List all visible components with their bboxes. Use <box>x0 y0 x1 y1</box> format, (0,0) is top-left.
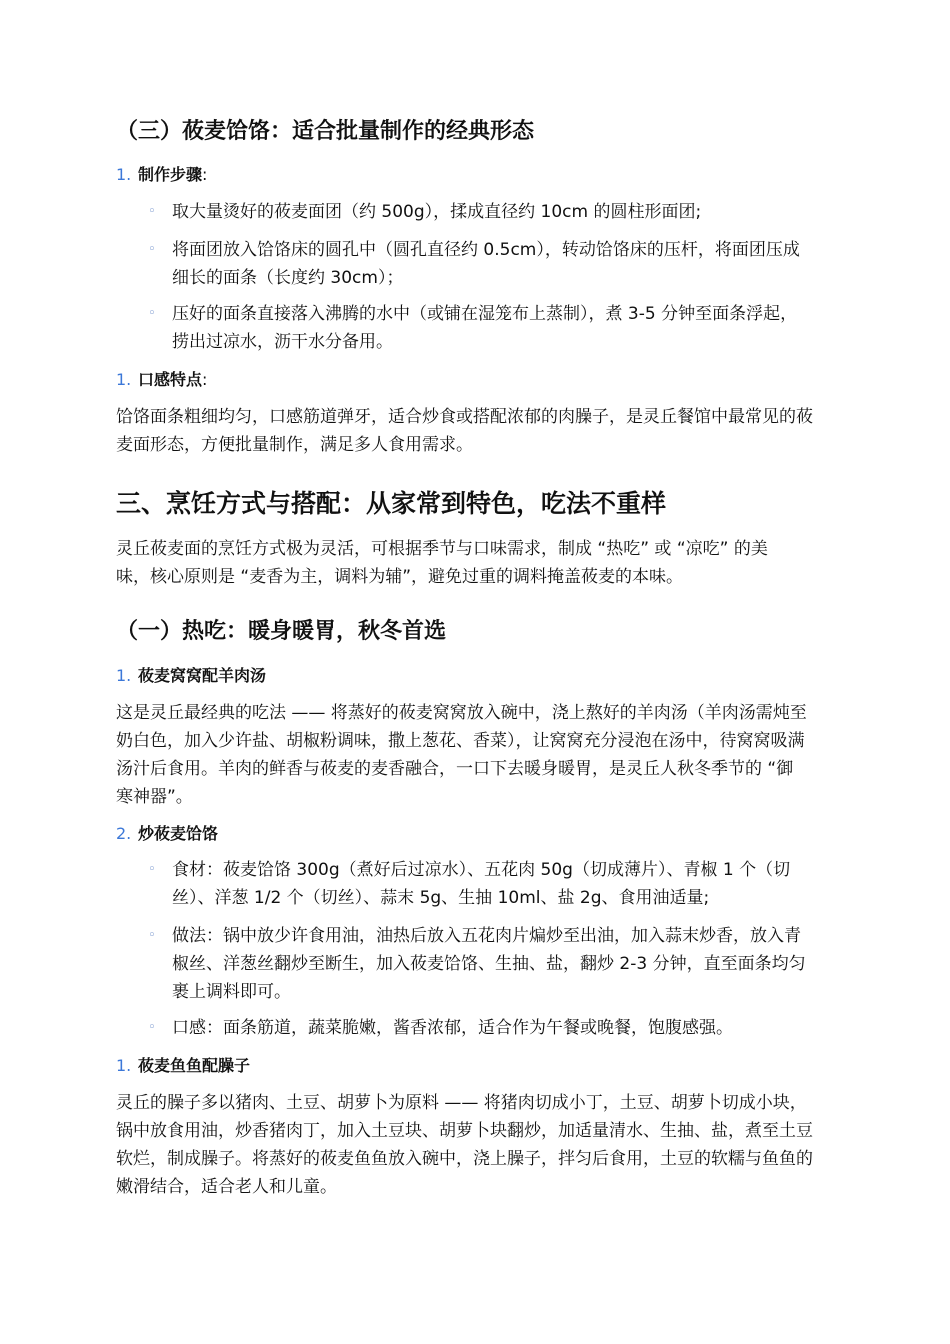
paragraph-line: 奶白色，加入少许盐、胡椒粉调味，撒上葱花、香菜），让窝窝充分浸泡在汤中，待窝窝吸满 <box>116 731 805 751</box>
list-item: 做法：锅中放少许食用油，油热后放入五花肉片煸炒至出油，加入蒜末炒香，放入青 <box>172 926 801 946</box>
list-item: 口感：面条筋道，蔬菜脆嫩，酱香浓郁，适合作为午餐或晚餐，饱腹感强。 <box>172 1018 733 1038</box>
list-label-yuyu-saozi: 莜麦鱼鱼配臊子 <box>138 1056 251 1075</box>
section-heading-cooking: 三、烹饪方式与搭配：从家常到特色，吃法不重样 <box>116 489 667 518</box>
list-item-cont: 细长的面条（长度约 30cm）； <box>172 268 404 288</box>
list-number: 1. <box>116 666 132 685</box>
list-item: 取大量烫好的莜麦面团（约 500g），揉成直径约 10cm 的圆柱形面团; <box>172 202 702 222</box>
paragraph-line: 灵丘莜麦面的烹饪方式极为灵活，可根据季节与口味需求，制成 “热吃” 或 “凉吃” 的美 <box>116 539 768 559</box>
paragraph-line: 味，核心原则是 “麦香为主，调料为辅”，避免过重的调料掩盖莜麦的本味。 <box>116 567 684 587</box>
bullet-icon: ◦ <box>148 204 156 219</box>
paragraph-line: 锅中放食用油，炒香猪肉丁，加入土豆块、胡萝卜块翻炒，加适量清水、生抽、盐，煮至土豆 <box>116 1121 813 1141</box>
paragraph-line: 嫩滑结合，适合老人和儿童。 <box>116 1177 337 1197</box>
list-item-cont: 裹上调料即可。 <box>172 982 291 1002</box>
list-label-fried-helao: 炒莜麦饸饹 <box>138 824 219 843</box>
list-item: 将面团放入饸饹床的圆孔中（圆孔直径约 0.5cm），转动饸饹床的压杆，将面团压成 <box>172 240 800 260</box>
list-item: 食材：莜麦饸饹 300g（煮好后过凉水）、五花肉 50g（切成薄片）、青椒 1 个（切 <box>172 860 791 880</box>
section-heading-youmai-helao: （三）莜麦饸饹：适合批量制作的经典形态 <box>116 119 535 144</box>
paragraph-line: 软烂，制成臊子。将蒸好的莜麦鱼鱼放入碗中，浇上臊子，拌匀后食用，土豆的软糯与鱼鱼的 <box>116 1149 813 1169</box>
paragraph-line: 寒神器”。 <box>116 787 193 807</box>
bullet-icon: ◦ <box>148 242 156 257</box>
paragraph-line: 这是灵丘最经典的吃法 —— 将蒸好的莜麦窝窝放入碗中，浇上熬好的羊肉汤（羊肉汤需炖至 <box>116 703 807 723</box>
list-item-cont: 丝）、洋葱 1/2 个（切丝）、蒜末 5g、生抽 10ml、盐 2g、食用油适量; <box>172 888 710 908</box>
list-number: 1. <box>116 370 132 389</box>
paragraph-line: 麦面形态，方便批量制作，满足多人食用需求。 <box>116 435 473 455</box>
list-number: 2. <box>116 824 132 843</box>
section-heading-hot: （一）热吃：暖身暖胃，秋冬首选 <box>116 619 447 644</box>
list-number: 1. <box>116 165 132 184</box>
bullet-icon: ◦ <box>148 306 156 321</box>
bullet-icon: ◦ <box>148 928 156 943</box>
list-item: 压好的面条直接落入沸腾的水中（或铺在湿笼布上蒸制），煮 3-5 分钟至面条浮起， <box>172 304 798 324</box>
bullet-icon: ◦ <box>148 862 156 877</box>
list-item-cont: 捞出过凉水，沥干水分备用。 <box>172 332 393 352</box>
list-label-steps: 制作步骤: <box>138 165 208 184</box>
list-label-wowo-lamb: 莜麦窝窝配羊肉汤 <box>138 666 267 685</box>
list-number: 1. <box>116 1056 132 1075</box>
list-label-texture: 口感特点: <box>138 370 208 389</box>
bullet-icon: ◦ <box>148 1020 156 1035</box>
paragraph-line: 汤汁后食用。羊肉的鲜香与莜麦的麦香融合，一口下去暖身暖胃，是灵丘人秋冬季节的 “御 <box>116 759 794 779</box>
list-item-cont: 椒丝、洋葱丝翻炒至断生，加入莜麦饸饹、生抽、盐，翻炒 2-3 分钟，直至面条均匀 <box>172 954 806 974</box>
paragraph-line: 饸饹面条粗细均匀，口感筋道弹牙，适合炒食或搭配浓郁的肉臊子，是灵丘餐馆中最常见的莜 <box>116 407 813 427</box>
paragraph-line: 灵丘的臊子多以猪肉、土豆、胡萝卜为原料 —— 将猪肉切成小丁，土豆、胡萝卜切成小块， <box>116 1093 807 1113</box>
